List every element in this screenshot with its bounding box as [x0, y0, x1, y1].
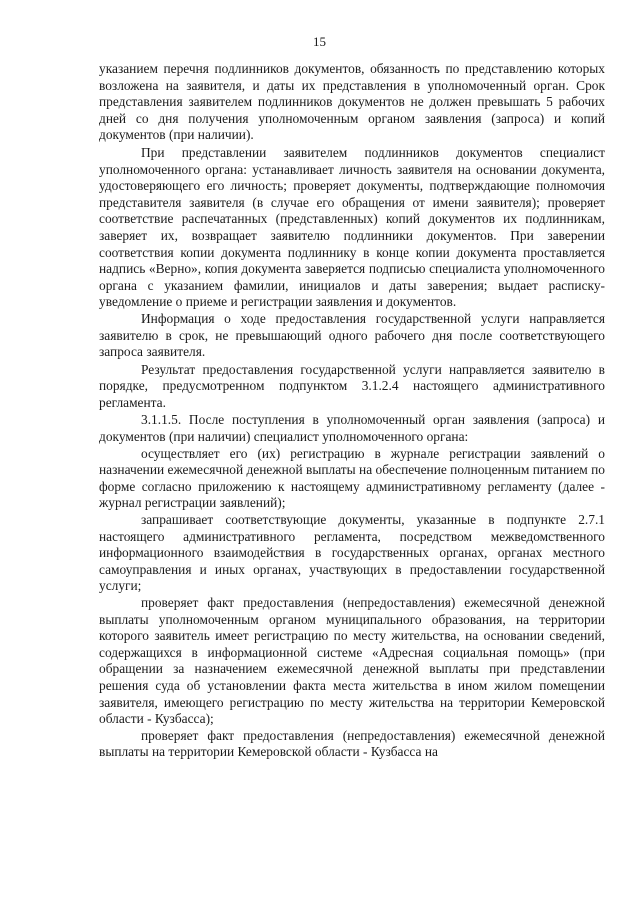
paragraph-service-result: Результат предоставления государственной услуги направляется заявителю в порядке, предусмотренном подпунктом 3.1.2.4 настоящего административного регламента.	[99, 361, 605, 410]
paragraph-progress-information: Информация о ходе предоставления государственной услуги направляется заявителю в срок, не превышающий одного рабочего дня после соответствующего запроса заявителя.	[99, 310, 605, 360]
paragraph-clause-3-1-1-5: 3.1.1.5. После поступления в уполномоченный орган заявления (запроса) и документов (при наличии) специалист уполномоченного органа:	[99, 412, 605, 445]
page-number: 15	[313, 34, 326, 49]
paragraph-municipal-payment-check: проверяет факт предоставления (непредоставления) ежемесячной денежной выплаты уполномоченным органом муниципального образования, на территории которого заявитель имеет регистрацию по месту жительства, на основании сведений, содержащихся в информационной системе «Адресная социальная помощь» (при обращении за назначением ежемесячной денежной выплаты при представлении решения суда об установлении факта места жительства в ином жилом помещении заявителя, имеющего регистрацию по месту жительства на территории Кемеровской области - Кузбасса);	[99, 595, 605, 727]
document-body	[99, 61, 605, 761]
paragraph-interagency-request: запрашивает соответствующие документы, указанные в подпункте 2.7.1 настоящего административного регламента, посредством межведомственного информационного взаимодействия в государственных органах, органах местного самоуправления и иных органах, участвующих в предоставлении государственной услуги;	[99, 512, 605, 594]
paragraph-originals-verification: При представлении заявителем подлинников документов специалист уполномоченного органа: устанавливает личность заявителя на основании документа, удостоверяющего его личность; проверяет документы, подтверждающие полномочия представителя заявителя (в случае его обращения от имени заявителя); проверяет соответствие распечатанных (представленных) копий документов их подлинникам, заверяет их, возвращает заявителю подлинники документов. При заверении соответствия копии документа подлиннику в конце копии документа проставляется надпись «Верно», копия документа заверяется подписью специалиста уполномоченного органа с указанием фамилии, инициалов и даты заверения; выдает расписку-уведомление о приеме и регистрации заявления и документов.	[99, 144, 605, 310]
paragraph-continuation: указанием перечня подлинников документов, обязанность по представлению которых возложена на заявителя, и даты их представления в уполномоченный орган. Срок представления заявителем подлинников документов не должен превышать 5 рабочих дней со дня получения уполномоченным органом заявления (запроса) и копий документов (при наличии).	[99, 61, 605, 143]
paragraph-regional-payment-check: проверяет факт предоставления (непредоставления) ежемесячной денежной выплаты на территории Кемеровской области - Кузбасса на	[99, 727, 605, 760]
paragraph-registration: осуществляет его (их) регистрацию в журнале регистрации заявлений о назначении ежемесячной денежной выплаты на обеспечение полноценным питанием по форме согласно приложению к настоящему административному регламенту (далее - журнал регистрации заявлений);	[99, 445, 605, 511]
